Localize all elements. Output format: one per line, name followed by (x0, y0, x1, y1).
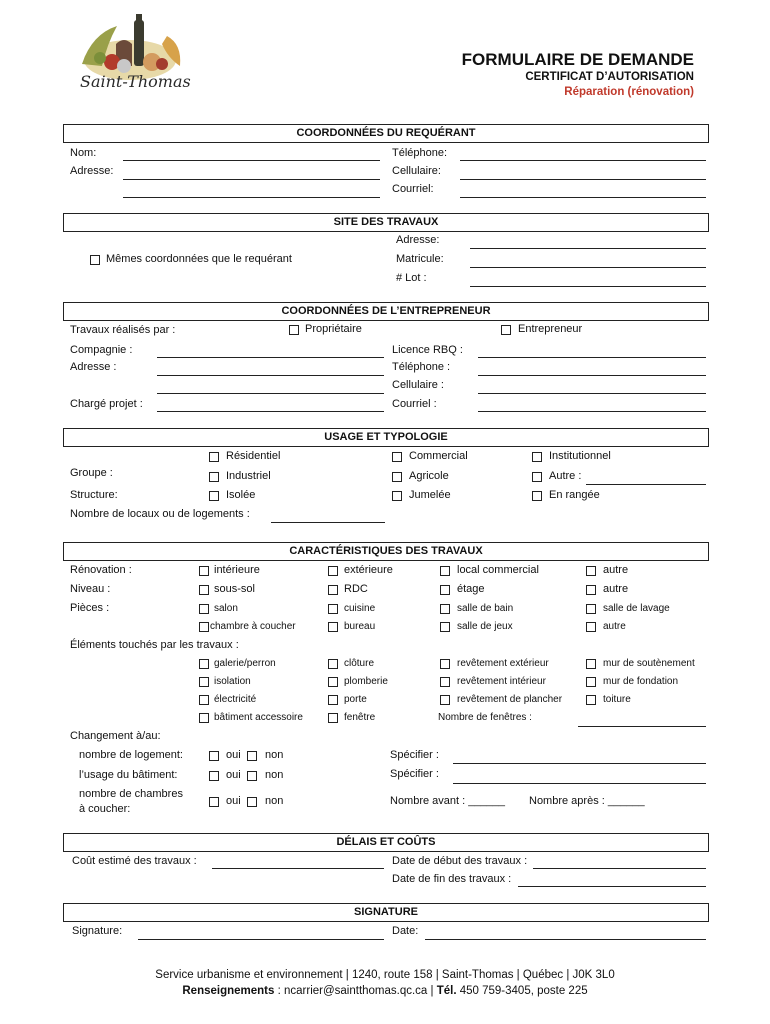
revplancher-label: revêtement de plancher (457, 694, 563, 705)
telephone-label: Téléphone: (392, 147, 448, 159)
batiment-label: bâtiment accessoire (214, 712, 303, 723)
chambre-checkbox[interactable] (199, 622, 209, 632)
ent-adresse-field-2[interactable] (157, 393, 384, 394)
bureau-checkbox[interactable] (328, 622, 338, 632)
ent-telephone-field[interactable] (478, 375, 706, 376)
commercial-label: Commercial (409, 450, 468, 462)
commercial-checkbox[interactable] (392, 452, 402, 462)
residentiel-label: Résidentiel (226, 450, 281, 462)
licence-label: Licence RBQ : (392, 344, 463, 356)
mursout-checkbox[interactable] (586, 659, 596, 669)
autre-piece-label: autre (603, 621, 626, 632)
footer-contact (0, 985, 770, 997)
ent-cellulaire-field[interactable] (478, 393, 706, 394)
entrepreneur-label: Entrepreneur (518, 323, 583, 335)
fin-field[interactable] (518, 886, 706, 887)
autre-piece-checkbox[interactable] (586, 622, 596, 632)
rdc-label: RDC (344, 583, 368, 595)
memes-checkbox[interactable] (90, 255, 100, 265)
cellulaire-label: Cellulaire: (392, 165, 441, 177)
adresse-field-2[interactable] (123, 197, 380, 198)
section-requerant: COORDONNÉES DU REQUÉRANT (63, 124, 709, 143)
elements-label: Éléments touchés par les travaux : (70, 639, 239, 651)
courriel-field[interactable] (460, 197, 706, 198)
cloture-label: clôture (344, 658, 375, 669)
revplancher-checkbox[interactable] (440, 695, 450, 705)
nom-field[interactable] (123, 160, 380, 161)
sallebain-checkbox[interactable] (440, 604, 450, 614)
agricole-checkbox[interactable] (392, 472, 402, 482)
murfond-label: mur de fondation (603, 676, 679, 687)
salon-label: salon (214, 603, 238, 614)
contact-email: : ncarrier@saintthomas.qc.ca | (274, 985, 437, 997)
niveau-label: Niveau : (70, 583, 111, 595)
galerie-label: galerie/perron (214, 658, 276, 669)
site-adresse-field[interactable] (470, 248, 706, 249)
telephone-field[interactable] (460, 160, 706, 161)
soussol-label: sous-sol (214, 583, 255, 595)
sallelavage-checkbox[interactable] (586, 604, 596, 614)
ent-telephone-label: Téléphone : (392, 361, 451, 373)
specifier-1-field[interactable] (453, 763, 706, 764)
section-signature: SIGNATURE (63, 903, 709, 922)
nbchambres-non-checkbox[interactable] (247, 797, 257, 807)
debut-label: Date de début des travaux : (392, 855, 528, 867)
institutionnel-label: Institutionnel (549, 450, 611, 462)
electricite-label: électricité (214, 694, 257, 705)
nbchambres-oui-label: oui (226, 795, 241, 807)
signature-field[interactable] (138, 939, 384, 940)
autre-niveau-label: autre (603, 583, 629, 595)
revext-checkbox[interactable] (440, 659, 450, 669)
nombre-locaux-field[interactable] (271, 522, 385, 523)
fenetre-label: fenêtre (344, 712, 376, 723)
debut-field[interactable] (533, 868, 706, 869)
cloture-checkbox[interactable] (328, 659, 338, 669)
ent-courriel-field[interactable] (478, 411, 706, 412)
compagnie-label: Compagnie : (70, 344, 133, 356)
specifier-1-label: Spécifier : (390, 749, 439, 761)
lot-field[interactable] (470, 286, 706, 287)
sallebain-label: salle de bain (457, 603, 514, 614)
etage-checkbox[interactable] (440, 585, 450, 595)
nblogement-label: nombre de logement: (79, 749, 183, 761)
nom-label: Nom: (70, 147, 97, 159)
footer-address: Service urbanisme et environnement | 1240, route 158 | Saint-Thomas | Québec | J0K 3L0 (155, 969, 615, 981)
salon-checkbox[interactable] (199, 604, 209, 614)
adresse-label: Adresse: (70, 165, 114, 177)
ent-adresse-label: Adresse : (70, 361, 117, 373)
entrepreneur-checkbox[interactable] (501, 325, 511, 335)
form-title: FORMULAIRE DE DEMANDE (461, 50, 694, 69)
soussol-checkbox[interactable] (199, 585, 209, 595)
charge-label: Chargé projet : (70, 398, 143, 410)
plomberie-checkbox[interactable] (328, 677, 338, 687)
proprietaire-label: Propriétaire (305, 323, 362, 335)
nblogement-oui-label: oui (226, 749, 241, 761)
jumelee-label: Jumelée (409, 489, 451, 501)
signature-label: Signature: (72, 925, 123, 937)
autre-usage-label: Autre : (549, 470, 582, 482)
matricule-label: Matricule: (396, 253, 444, 265)
form-type: Réparation (rénovation) (564, 86, 694, 98)
licence-field[interactable] (478, 357, 706, 358)
memes-label: Mêmes coordonnées que le requérant (106, 253, 292, 265)
exterieure-checkbox[interactable] (328, 566, 338, 576)
toiture-label: toiture (603, 694, 631, 705)
industriel-label: Industriel (226, 470, 271, 482)
nbchambres-non-label: non (265, 795, 284, 807)
cuisine-label: cuisine (344, 603, 376, 614)
nblogement-oui-checkbox[interactable] (209, 751, 219, 761)
nblogement-non-label: non (265, 749, 284, 761)
cuisine-checkbox[interactable] (328, 604, 338, 614)
nblogement-non-checkbox[interactable] (247, 751, 257, 761)
localcom-checkbox[interactable] (440, 566, 450, 576)
sallejeux-checkbox[interactable] (440, 622, 450, 632)
autre-renovation-label: autre (603, 564, 629, 576)
nbavant-label: Nombre avant : ______ (390, 795, 505, 807)
nbfenetres-field[interactable] (578, 726, 706, 727)
nbapres-label: Nombre après : ______ (529, 795, 645, 807)
fin-label: Date de fin des travaux : (392, 873, 512, 885)
isolation-label: isolation (214, 676, 251, 687)
compagnie-field[interactable] (157, 357, 384, 358)
nbfenetres-label: Nombre de fenêtres : (438, 712, 532, 723)
section-delais: DÉLAIS ET COÛTS (63, 833, 709, 852)
etage-label: étage (457, 583, 485, 595)
usagebat-label: l’usage du bâtiment: (79, 769, 178, 781)
date-field[interactable] (425, 939, 706, 940)
revint-checkbox[interactable] (440, 677, 450, 687)
revint-label: revêtement intérieur (457, 676, 546, 687)
site-adresse-label: Adresse: (396, 234, 440, 246)
exterieure-label: extérieure (344, 564, 393, 576)
travaux-label: Travaux réalisés par : (70, 324, 176, 336)
institutionnel-checkbox[interactable] (532, 452, 542, 462)
section-site: SITE DES TRAVAUX (63, 213, 709, 232)
enrangee-label: En rangée (549, 489, 600, 501)
enrangee-checkbox[interactable] (532, 491, 542, 501)
mursout-label: mur de soutènement (603, 658, 695, 669)
isolee-label: Isolée (226, 489, 256, 501)
autre-renovation-checkbox[interactable] (586, 566, 596, 576)
agricole-label: Agricole (409, 470, 449, 482)
changement-label: Changement à/au: (70, 730, 161, 742)
section-entrepreneur: COORDONNÉES DE L’ENTREPRENEUR (63, 302, 709, 321)
date-label: Date: (392, 925, 419, 937)
structure-label: Structure: (70, 489, 118, 501)
municipal-logo (72, 14, 197, 94)
groupe-label: Groupe : (70, 467, 113, 479)
sallelavage-label: salle de lavage (603, 603, 670, 614)
murfond-checkbox[interactable] (586, 677, 596, 687)
ent-courriel-label: Courriel : (392, 398, 437, 410)
chambre-label: chambre à coucher (210, 621, 296, 632)
ent-adresse-field[interactable] (157, 375, 384, 376)
toiture-checkbox[interactable] (586, 695, 596, 705)
nombre-locaux-label: Nombre de locaux ou de logements : (70, 508, 250, 520)
plomberie-label: plomberie (344, 676, 388, 687)
revext-label: revêtement extérieur (457, 658, 549, 669)
industriel-checkbox[interactable] (209, 472, 219, 482)
cout-field[interactable] (212, 868, 384, 869)
electricite-checkbox[interactable] (199, 695, 209, 705)
sallejeux-label: salle de jeux (457, 621, 513, 632)
specifier-2-label: Spécifier : (390, 768, 439, 780)
form-subtitle: CERTIFICAT D’AUTORISATION (525, 71, 694, 83)
rdc-checkbox[interactable] (328, 585, 338, 595)
localcom-label: local commercial (457, 564, 539, 576)
isolee-checkbox[interactable] (209, 491, 219, 501)
section-caracteristiques: CARACTÉRISTIQUES DES TRAVAUX (63, 542, 709, 561)
matricule-field[interactable] (470, 267, 706, 268)
cellulaire-field[interactable] (460, 179, 706, 180)
lot-label: # Lot : (396, 272, 427, 284)
specifier-2-field[interactable] (453, 783, 706, 784)
pieces-label: Pièces : (70, 602, 110, 614)
section-usage: USAGE ET TYPOLOGIE (63, 428, 709, 447)
charge-field[interactable] (157, 411, 384, 412)
tel-label: Tél. (436, 985, 457, 997)
cout-label: Coût estimé des travaux : (72, 855, 197, 867)
ent-cellulaire-label: Cellulaire : (392, 379, 444, 391)
fenetre-checkbox[interactable] (328, 713, 338, 723)
isolation-checkbox[interactable] (199, 677, 209, 687)
proprietaire-checkbox[interactable] (289, 325, 299, 335)
galerie-checkbox[interactable] (199, 659, 209, 669)
autre-niveau-checkbox[interactable] (586, 585, 596, 595)
nbchambres-label-1: nombre de chambres (79, 788, 183, 800)
porte-checkbox[interactable] (328, 695, 338, 705)
interieure-label: intérieure (214, 564, 260, 576)
usagebat-oui-label: oui (226, 769, 241, 781)
adresse-field[interactable] (123, 179, 380, 180)
batiment-checkbox[interactable] (199, 713, 209, 723)
tel-number: 450 759-3405, poste 225 (456, 985, 588, 997)
porte-label: porte (344, 694, 367, 705)
residentiel-checkbox[interactable] (209, 452, 219, 462)
usagebat-non-checkbox[interactable] (247, 771, 257, 781)
usagebat-oui-checkbox[interactable] (209, 771, 219, 781)
autre-usage-field[interactable] (586, 484, 706, 485)
nbchambres-label-2: à coucher: (79, 803, 131, 815)
interieure-checkbox[interactable] (199, 566, 209, 576)
nbchambres-oui-checkbox[interactable] (209, 797, 219, 807)
bureau-label: bureau (344, 621, 376, 632)
renseignements-label: Renseignements (182, 985, 275, 997)
jumelee-checkbox[interactable] (392, 491, 402, 501)
renovation-label: Rénovation : (70, 564, 132, 576)
autre-usage-checkbox[interactable] (532, 472, 542, 482)
usagebat-non-label: non (265, 769, 284, 781)
logo-name: Saint-Thomas (80, 72, 191, 91)
courriel-label: Courriel: (392, 183, 434, 195)
